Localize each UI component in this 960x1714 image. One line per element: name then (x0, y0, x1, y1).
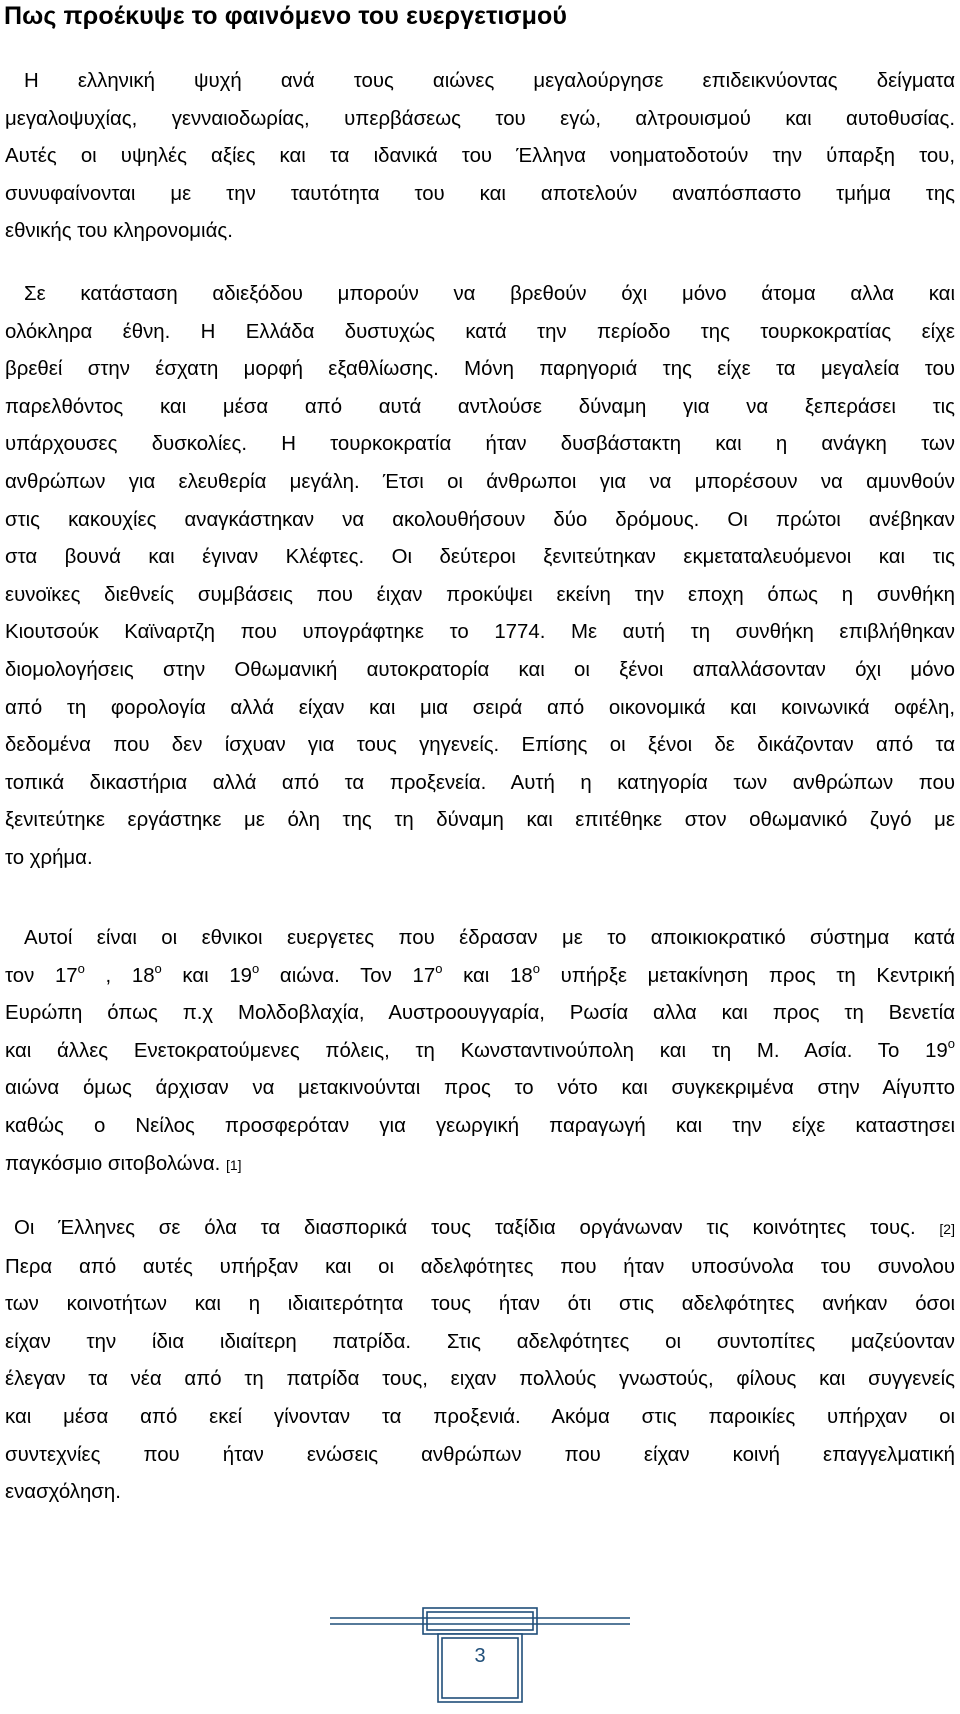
text-line: Αυτές οι υψηλές αξίες και τα ιδανικά του Έλληνα νοηματοδοτούν την ύπαρξη του, (5, 145, 955, 168)
text-line: ενασχόληση. (5, 1481, 121, 1504)
ordinal-superscript: ο (154, 960, 162, 976)
text-line: είχαν την ίδια ιδιαίτερη πατρίδα. Στις αδελφότητες οι συντοπίτες μαζεύονταν (5, 1330, 955, 1353)
text-line: Σε κατάσταση αδιεξόδου μπορούν να βρεθούν όχι μόνο άτομα αλλα και (24, 283, 955, 305)
text-line: των κοινοτήτων και η ιδιαιτερότητα τους ήταν ότι στις αδελφότητες ανήκαν όσοι (5, 1293, 955, 1316)
paragraph-benefactors (5, 920, 955, 1184)
citation-ref-1[interactable]: [1] (225, 1156, 242, 1173)
citation-ref-2[interactable]: [2] (939, 1221, 955, 1237)
text-line: συνυφαίνονται με την ταυτότητα του και αποτελούν αναπόσπαστο τμήμα της (5, 182, 955, 205)
ordinal-superscript: ο (947, 1035, 955, 1051)
text-line: και μέσα από εκεί γίνονταν τα προξενιά. Ακόμα στις παροικίες υπήρχαν οι (5, 1405, 955, 1428)
text-fragment: τον 17 (5, 964, 78, 987)
text-line: ευνοϊκες διεθνείς συμβάσεις που έιχαν προκύψει εκείνη την εποχη όπως η συνθήκη (5, 583, 955, 606)
text-line: καθώς ο Νείλος προσφερόταν για γεωργική παραγωγή και την είχε καταστησει (5, 1114, 955, 1137)
text-line: παρελθόντος και μέσα από αυτά αντλούσε δύναμη για να ξεπεράσει τις (5, 395, 955, 418)
text-line: υπάρχουσες δυσκολίες. Η τουρκοκρατία ήταν δυσβάστακτη και η ανάγκη των (5, 433, 955, 456)
text-line-centuries (5, 958, 955, 996)
text-line: έλεγαν τα νέα από τη πατρίδα τους, ειχαν πολλούς γνωστούς, φίλους και συγγενείς (5, 1368, 955, 1391)
text-fragment: και 18 (442, 964, 533, 987)
ornament-box (427, 1612, 533, 1630)
text-line: στα βουνά και έγιναν Κλέφτες. Οι δεύτεροι ξενιτεύτηκαν εκμεταταλευόμενοι και τις (5, 546, 955, 569)
text-line: Αυτοί είναι οι εθνικοι ευεργετες που έδρασαν με το αποικιοκρατικό σύστημα κατά (24, 927, 955, 949)
text-line: συντεχνίες που ήταν ενώσεις ανθρώπων που είχαν κοινή επαγγελματική (5, 1443, 955, 1466)
text-line-with-citation (5, 1210, 955, 1249)
text-line: αιώνα όμως άρχισαν να μετακινούνται προς το νότο και συγκεκριμένα στην Αίγυπτο (5, 1077, 955, 1100)
text-line: δεδομένα που δεν ίσχυαν για τους γηγενείς. Επίσης οι ξένοι δε δικάζονταν από τα (5, 734, 955, 757)
text-line: από τη φορολογία αλλά είχαν και μια σειρά από οικονομικά και κοινωνικά οφέλη, (5, 696, 955, 719)
text-line: μεγαλοψυχίας, γενναιοδωρίας, υπερβάσεως του εγώ, αλτρουισμού και αυτοθυσίας. (5, 107, 955, 130)
text-fragment: και 19 (161, 964, 253, 987)
paragraph-communities (5, 1210, 955, 1512)
text-fragment: υπήρξε μετακίνηση προς τη Κεντρική (539, 964, 955, 987)
paragraph-intro (5, 63, 955, 251)
text-fragment: Οι Έλληνες σε όλα τα διασπορικά τους ταξίδια οργάνωναν τις κοινότητες τους. (14, 1217, 940, 1239)
text-fragment: παγκόσμιο σιτοβολώνα. (5, 1152, 226, 1175)
page-number: 3 (474, 1645, 486, 1667)
ordinal-superscript: ο (435, 960, 443, 976)
text-line: το χρήμα. (5, 846, 93, 869)
text-line: τοπικά δικαστήρια αλλά από τα προξενεία. Αυτή η κατηγορία των ανθρώπων που (5, 771, 955, 794)
text-line: στις κακουχίες αναγκάστηκαν να ακολουθήσουν δύο δρόμους. Οι πρώτοι ανέβηκαν (5, 508, 955, 531)
text-fragment: , 18 (84, 964, 155, 987)
text-fragment: αιώνα. Τον 17 (259, 964, 436, 987)
text-line: Η ελληνική ψυχή ανά τους αιώνες μεγαλούργησε επιδεικνύοντας δείγματα (24, 70, 955, 92)
text-line: διομολογήσεις στην Οθωμανική αυτοκρατορία και οι ξένοι απαλλάσονταν όχι μόνο (5, 658, 955, 681)
ordinal-superscript: ο (532, 960, 540, 976)
text-line: ξενιτεύτηκε εργάστηκε με όλη της τη δύναμη και επιτέθηκε στον οθωμανικό ζυγό με (5, 809, 955, 832)
ordinal-superscript: ο (252, 960, 260, 976)
text-line: βρεθεί στην έσχατη μορφή εξαθλίωσης. Μόνη παρηγοριά της είχε τα μεγαλεία του (5, 358, 955, 381)
page-title: Πως προέκυψε το φαινόμενο του ευεργετισμού (4, 2, 568, 30)
text-line: Περα από αυτές υπήρξαν και οι αδελφότητες που ήταν υποσύνολα του συνολου (5, 1255, 955, 1278)
ordinal-superscript: ο (77, 960, 85, 976)
text-line: Κιουτσούκ Καϊναρτζη που υπογράφτηκε το 1774. Με αυτή τη συνθήκη επιβλήθηκαν (5, 621, 955, 644)
text-fragment: και άλλες Ενετοκρατούμενες πόλεις, τη Κωνσταντινούπολη και τη Μ. Ασία. Το 19 (5, 1039, 948, 1062)
text-line: εθνικής του κληρονομιάς. (5, 220, 233, 243)
text-line: ολόκληρα έθνη. Η Ελλάδα δυστυχώς κατά την περίοδο της τουρκοκρατίας είχε (5, 320, 955, 343)
text-line: Ευρώπη όπως π.χ Μολδοβλαχία, Αυστροουγγαρία, Ρωσία αλλα και προς τη Βενετία (5, 1002, 955, 1025)
text-line-19th (5, 1033, 955, 1071)
text-line-with-citation (5, 1146, 955, 1185)
text-line: ανθρώπων για ελευθερία μεγάλη. Έτσι οι άνθρωποι για να μπορέσουν να αμυνθούν (5, 470, 955, 493)
paragraph-ottoman-rule (5, 276, 955, 878)
